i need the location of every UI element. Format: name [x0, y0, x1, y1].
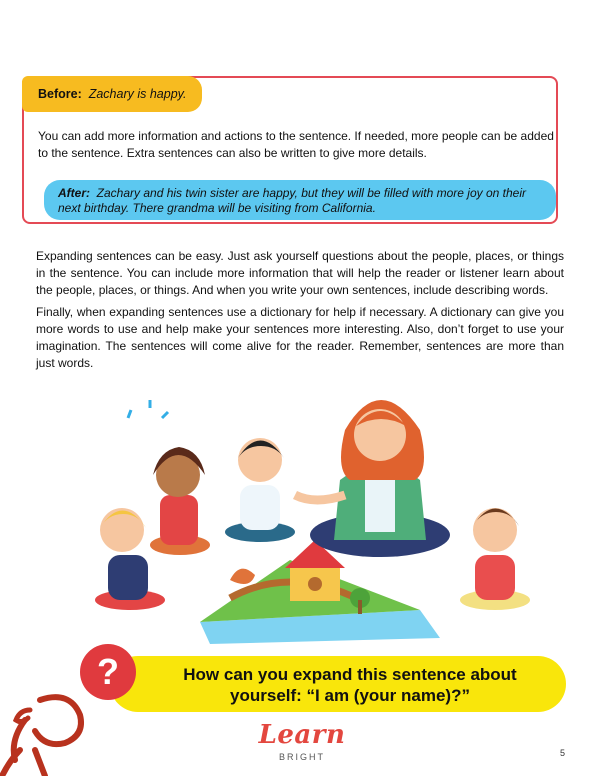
classroom-illustration — [60, 360, 560, 660]
logo-subtext: BRIGHT — [278, 752, 325, 762]
boy-middle-icon — [225, 438, 295, 542]
girl-right-icon — [460, 508, 530, 610]
before-tab — [22, 76, 202, 112]
after-box — [44, 180, 556, 220]
box-explanation-text: You can add more information and actions to the sentence. If needed, more people can be added to the sentence. Extra sentences can also be written to give more details. — [38, 129, 554, 160]
after-label: After: — [58, 186, 90, 200]
before-text: Zachary is happy. — [88, 87, 187, 101]
question-line-1: How can you expand this sentence about — [183, 665, 517, 684]
thinking-figure-icon — [0, 680, 110, 776]
teacher-figure-icon — [295, 400, 450, 557]
paragraph-dictionary: Finally, when expanding sentences use a dictionary for help if necessary. A dictionary can give you more words to use and help make your sentences more interesting. Also, don’t forget to use your imagination. The sentences will come alive for the reader. Remember, sentences are more than just words. — [36, 305, 564, 370]
question-text — [150, 664, 550, 706]
page-number: 5 — [560, 748, 566, 758]
learn-bright-logo: Learn — [258, 720, 346, 750]
after-text: Zachary and his twin sister are happy, but they will be filled with more joy on their next birthday. There grandma will be visiting from California. — [58, 186, 526, 215]
question-mark-icon: ? — [80, 644, 136, 700]
paragraph-expanding: Expanding sentences can be easy. Just ask yourself questions about the people, places, or things in the sentence. You can include more information that will help the reader or listener learn about the people, places, or things. And when you write your own sentences, include describing words. — [36, 249, 564, 297]
boy-left-icon — [95, 508, 165, 610]
before-label: Before: — [38, 87, 82, 101]
question-line-2: yourself: “I am (your name)?” — [230, 686, 470, 705]
girl-left-icon — [150, 447, 210, 555]
